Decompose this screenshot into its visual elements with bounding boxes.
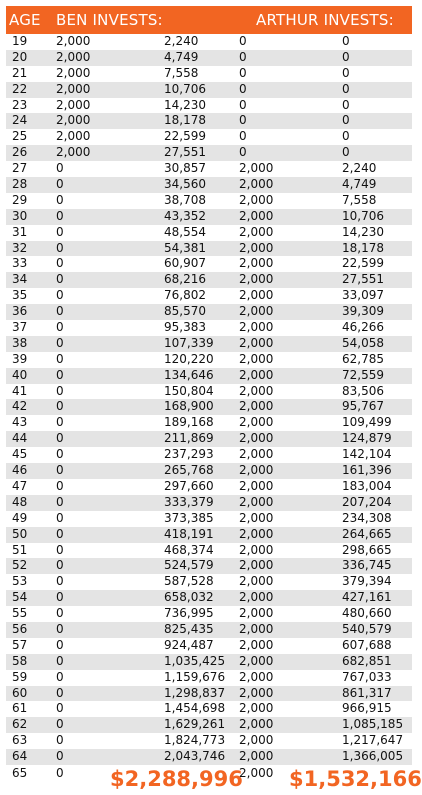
arthur-total-cell: 46,266 — [342, 320, 384, 335]
age-cell: 50 — [12, 526, 28, 541]
age-cell: 63 — [12, 733, 28, 748]
arthur-total-cell: 39,309 — [342, 304, 384, 319]
ben-total-cell: 1,298,837 — [164, 685, 226, 700]
ben-total-cell: 134,646 — [164, 367, 214, 382]
ben-total-cell: 924,487 — [164, 637, 214, 652]
arthur-total-cell: 0 — [342, 97, 350, 112]
arthur-total-cell: 14,230 — [342, 224, 384, 239]
arthur-total-cell: 861,317 — [342, 685, 392, 700]
ben-invest-cell: 0 — [56, 447, 64, 462]
arthur-total-cell: 62,785 — [342, 351, 384, 366]
age-cell: 46 — [12, 463, 28, 478]
table-row — [6, 320, 412, 336]
arthur-invest-cell: 2,000 — [239, 717, 274, 732]
age-cell: 52 — [12, 558, 28, 573]
arthur-invest-cell: 2,000 — [239, 463, 274, 478]
ben-invest-cell: 0 — [56, 765, 64, 780]
arthur-invest-cell: 2,000 — [239, 304, 274, 319]
ben-invest-cell: 0 — [56, 161, 64, 176]
age-cell: 58 — [12, 653, 28, 668]
arthur-total-cell: 161,396 — [342, 463, 392, 478]
arthur-total-cell: 1,217,647 — [342, 733, 404, 748]
arthur-total-cell: 607,688 — [342, 637, 392, 652]
arthur-invest-cell: 2,000 — [239, 177, 274, 192]
table-row — [6, 34, 412, 50]
arthur-invest-cell: 2,000 — [239, 367, 274, 382]
arthur-invest-cell: 2,000 — [239, 256, 274, 271]
arthur-total-cell: 0 — [342, 65, 350, 80]
ben-total-cell: 48,554 — [164, 224, 206, 239]
age-cell: 43 — [12, 415, 28, 430]
age-cell: 25 — [12, 129, 28, 144]
table-row — [6, 399, 412, 415]
ben-total-cell: 120,220 — [164, 351, 214, 366]
ben-invest-cell: 0 — [56, 749, 64, 764]
age-cell: 56 — [12, 621, 28, 636]
ben-invest-cell: 0 — [56, 478, 64, 493]
final-row — [6, 765, 422, 795]
age-cell: 59 — [12, 669, 28, 684]
table-row — [6, 511, 412, 527]
ben-invest-cell: 0 — [56, 335, 64, 350]
arthur-total-cell: 427,161 — [342, 590, 392, 605]
ben-invest-cell: 0 — [56, 717, 64, 732]
age-cell: 57 — [12, 637, 28, 652]
arthur-invest-cell: 2,000 — [239, 208, 274, 223]
arthur-total-cell: 540,579 — [342, 621, 392, 636]
age-cell: 30 — [12, 208, 28, 223]
ben-total-cell: 168,900 — [164, 399, 214, 414]
ben-total-cell: 60,907 — [164, 256, 206, 271]
table-row — [6, 558, 412, 574]
age-cell: 20 — [12, 49, 28, 64]
table-row — [6, 463, 412, 479]
ben-invest-cell: 2,000 — [56, 34, 91, 48]
ben-invest-cell: 0 — [56, 224, 64, 239]
table-row — [6, 66, 412, 82]
ben-total-cell: 14,230 — [164, 97, 206, 112]
ben-total-cell: 150,804 — [164, 383, 214, 398]
arthur-total-cell: 0 — [342, 34, 350, 48]
arthur-invest-cell: 0 — [239, 113, 247, 128]
ben-total-cell: 189,168 — [164, 415, 214, 430]
arthur-total-cell: 72,559 — [342, 367, 384, 382]
arthur-invest-cell: 2,000 — [239, 606, 274, 621]
ben-invest-cell: 0 — [56, 606, 64, 621]
arthur-total-cell: 7,558 — [342, 192, 377, 207]
arthur-invest-cell: 2,000 — [239, 749, 274, 764]
age-cell: 49 — [12, 510, 28, 525]
ben-invest-cell: 0 — [56, 494, 64, 509]
ben-total-cell: 30,857 — [164, 161, 206, 176]
ben-invest-cell: 0 — [56, 288, 64, 303]
arthur-invest-cell: 2,000 — [239, 621, 274, 636]
age-cell: 64 — [12, 749, 28, 764]
ben-total-cell: 76,802 — [164, 288, 206, 303]
arthur-total-cell: 18,178 — [342, 240, 384, 255]
ben-invest-cell: 0 — [56, 304, 64, 319]
ben-invest-cell: 0 — [56, 510, 64, 525]
table-row — [6, 447, 412, 463]
ben-total-cell: 2,043,746 — [164, 749, 226, 764]
arthur-total-cell: 4,749 — [342, 177, 377, 192]
table-row — [6, 574, 412, 590]
ben-invest-cell: 0 — [56, 399, 64, 414]
table-row — [6, 749, 412, 765]
arthur-invest-cell: 0 — [239, 97, 247, 112]
arthur-invest-cell: 2,000 — [239, 320, 274, 335]
arthur-total-cell: 336,745 — [342, 558, 392, 573]
arthur-invest-cell: 0 — [239, 49, 247, 64]
arthur-invest-cell: 2,000 — [239, 399, 274, 414]
table-row — [6, 304, 412, 320]
ben-invest-cell: 0 — [56, 240, 64, 255]
ben-total-cell: 38,708 — [164, 192, 206, 207]
table-row — [6, 670, 412, 686]
age-cell: 27 — [12, 161, 28, 176]
arthur-total-cell: 1,366,005 — [342, 749, 404, 764]
ben-invest-cell: 0 — [56, 320, 64, 335]
ben-invest-cell: 0 — [56, 415, 64, 430]
table-row — [6, 82, 412, 98]
age-cell: 62 — [12, 717, 28, 732]
ben-total-cell: 524,579 — [164, 558, 214, 573]
ben-total-cell: 418,191 — [164, 526, 214, 541]
table-row — [6, 336, 412, 352]
arthur-total-cell: 966,915 — [342, 701, 392, 716]
arthur-invest-cell: 2,000 — [239, 351, 274, 366]
arthur-total-cell: 298,665 — [342, 542, 392, 557]
arthur-invest-cell: 2,000 — [239, 542, 274, 557]
arthur-invest-cell: 0 — [239, 81, 247, 96]
ben-invest-cell: 0 — [56, 367, 64, 382]
ben-invest-cell: 2,000 — [56, 129, 91, 144]
ben-invest-cell: 0 — [56, 574, 64, 589]
age-cell: 35 — [12, 288, 28, 303]
arthur-invest-cell: 2,000 — [239, 590, 274, 605]
arthur-invest-cell: 2,000 — [239, 383, 274, 398]
age-cell: 39 — [12, 351, 28, 366]
ben-total-cell: 1,159,676 — [164, 669, 226, 684]
age-cell: 36 — [12, 304, 28, 319]
age-cell: 28 — [12, 177, 28, 192]
ben-invest-cell: 0 — [56, 701, 64, 716]
table-row — [6, 225, 412, 241]
table-header — [6, 6, 412, 34]
arthur-invest-cell: 2,000 — [239, 272, 274, 287]
ben-total-cell: 2,240 — [164, 34, 199, 48]
table-row — [6, 113, 412, 129]
age-cell: 19 — [12, 34, 28, 48]
arthur-invest-cell: 0 — [239, 145, 247, 160]
arthur-invest-cell: 2,000 — [239, 192, 274, 207]
arthur-total-cell: 0 — [342, 129, 350, 144]
ben-invest-cell: 0 — [56, 542, 64, 557]
ben-total-cell: 18,178 — [164, 113, 206, 128]
ben-invest-cell: 0 — [56, 351, 64, 366]
age-cell: 42 — [12, 399, 28, 414]
ben-total-cell: 333,379 — [164, 494, 214, 509]
header-arthur-invests: ARTHUR INVESTS: — [256, 11, 394, 29]
table-row — [6, 527, 412, 543]
arthur-total-cell: 682,851 — [342, 653, 392, 668]
ben-invest-cell: 0 — [56, 272, 64, 287]
table-row — [6, 686, 412, 702]
ben-total-cell: 7,558 — [164, 65, 199, 80]
ben-total-cell: 587,528 — [164, 574, 214, 589]
table-row — [6, 368, 412, 384]
arthur-total-cell: 0 — [342, 81, 350, 96]
ben-total-cell: 4,749 — [164, 49, 199, 64]
age-cell: 32 — [12, 240, 28, 255]
arthur-total-cell: 0 — [342, 145, 350, 160]
arthur-total-cell: 2,240 — [342, 161, 377, 176]
arthur-invest-cell: 2,000 — [239, 431, 274, 446]
table-row — [6, 606, 412, 622]
ben-invest-cell: 2,000 — [56, 65, 91, 80]
table-row — [6, 384, 412, 400]
ben-total-cell: 68,216 — [164, 272, 206, 287]
arthur-total-cell: 234,308 — [342, 510, 392, 525]
table-row — [6, 241, 412, 257]
ben-invest-cell: 0 — [56, 177, 64, 192]
arthur-total-cell: 264,665 — [342, 526, 392, 541]
arthur-total-cell: 480,660 — [342, 606, 392, 621]
age-cell: 38 — [12, 335, 28, 350]
arthur-invest-cell: 2,000 — [239, 765, 274, 780]
arthur-total-cell: 33,097 — [342, 288, 384, 303]
table-row — [6, 717, 412, 733]
table-row — [6, 98, 412, 114]
ben-total-cell: 1,629,261 — [164, 717, 226, 732]
age-cell: 51 — [12, 542, 28, 557]
ben-total-cell: 297,660 — [164, 478, 214, 493]
ben-invest-cell: 0 — [56, 669, 64, 684]
table-row — [6, 256, 412, 272]
ben-invest-cell: 0 — [56, 558, 64, 573]
ben-invest-cell: 2,000 — [56, 81, 91, 96]
arthur-total-cell: 10,706 — [342, 208, 384, 223]
ben-invest-cell: 0 — [56, 590, 64, 605]
ben-total-cell: 107,339 — [164, 335, 214, 350]
age-cell: 40 — [12, 367, 28, 382]
arthur-invest-cell: 2,000 — [239, 447, 274, 462]
arthur-invest-cell: 2,000 — [239, 478, 274, 493]
ben-invest-cell: 0 — [56, 653, 64, 668]
arthur-total-cell: 124,879 — [342, 431, 392, 446]
ben-total-cell: 10,706 — [164, 81, 206, 96]
table-row — [6, 288, 412, 304]
age-cell: 34 — [12, 272, 28, 287]
arthur-total-cell: 109,499 — [342, 415, 392, 430]
table-row — [6, 161, 412, 177]
arthur-total-cell: 207,204 — [342, 494, 392, 509]
arthur-invest-cell: 2,000 — [239, 574, 274, 589]
arthur-total-cell: 142,104 — [342, 447, 392, 462]
arthur-total-cell: 54,058 — [342, 335, 384, 350]
ben-total-cell: 373,385 — [164, 510, 214, 525]
table-row — [6, 209, 412, 225]
arthur-total-cell: 27,551 — [342, 272, 384, 287]
arthur-invest-cell: 2,000 — [239, 224, 274, 239]
arthur-total-cell: 767,033 — [342, 669, 392, 684]
age-cell: 53 — [12, 574, 28, 589]
table-row — [6, 145, 412, 161]
ben-total-cell: 1,454,698 — [164, 701, 226, 716]
ben-total-cell: 265,768 — [164, 463, 214, 478]
ben-invest-cell: 0 — [56, 621, 64, 636]
ben-invest-cell: 0 — [56, 733, 64, 748]
age-cell: 44 — [12, 431, 28, 446]
table-row — [6, 479, 412, 495]
ben-total-cell: 237,293 — [164, 447, 214, 462]
arthur-invest-cell: 2,000 — [239, 510, 274, 525]
arthur-total-cell: 95,767 — [342, 399, 384, 414]
ben-invest-cell: 0 — [56, 526, 64, 541]
age-cell: 26 — [12, 145, 28, 160]
ben-invest-cell: 2,000 — [56, 113, 91, 128]
arthur-invest-cell: 2,000 — [239, 526, 274, 541]
age-cell: 24 — [12, 113, 28, 128]
arthur-invest-cell: 2,000 — [239, 701, 274, 716]
arthur-invest-cell: 2,000 — [239, 288, 274, 303]
table-row — [6, 622, 412, 638]
age-cell: 60 — [12, 685, 28, 700]
age-cell: 29 — [12, 192, 28, 207]
arthur-invest-cell: 0 — [239, 129, 247, 144]
ben-invest-cell: 2,000 — [56, 49, 91, 64]
age-cell: 21 — [12, 65, 28, 80]
arthur-total-cell: 183,004 — [342, 478, 392, 493]
ben-total-cell: 1,824,773 — [164, 733, 226, 748]
arthur-invest-cell: 2,000 — [239, 733, 274, 748]
header-age: AGE — [9, 11, 41, 29]
age-cell: 37 — [12, 320, 28, 335]
age-cell: 48 — [12, 494, 28, 509]
table-row — [6, 543, 412, 559]
arthur-invest-cell: 2,000 — [239, 335, 274, 350]
arthur-invest-cell: 0 — [239, 65, 247, 80]
ben-total-cell: 1,035,425 — [164, 653, 226, 668]
table-row — [6, 590, 412, 606]
ben-total-cell: 54,381 — [164, 240, 206, 255]
ben-invest-cell: 2,000 — [56, 97, 91, 112]
ben-total-cell: 468,374 — [164, 542, 214, 557]
table-row — [6, 193, 412, 209]
header-ben-invests: BEN INVESTS: — [56, 11, 163, 29]
arthur-invest-cell: 2,000 — [239, 685, 274, 700]
ben-total-cell: 211,869 — [164, 431, 214, 446]
age-cell: 55 — [12, 606, 28, 621]
ben-total-cell: 22,599 — [164, 129, 206, 144]
arthur-invest-cell: 2,000 — [239, 669, 274, 684]
ben-invest-cell: 0 — [56, 431, 64, 446]
arthur-invest-cell: 2,000 — [239, 653, 274, 668]
arthur-invest-cell: 2,000 — [239, 240, 274, 255]
ben-grand-total: $2,288,996 — [110, 766, 243, 791]
table-row — [6, 638, 412, 654]
table-row — [6, 272, 412, 288]
ben-invest-cell: 0 — [56, 256, 64, 271]
ben-total-cell: 27,551 — [164, 145, 206, 160]
ben-total-cell: 736,995 — [164, 606, 214, 621]
age-cell: 61 — [12, 701, 28, 716]
ben-total-cell: 85,570 — [164, 304, 206, 319]
ben-invest-cell: 0 — [56, 192, 64, 207]
table-body — [6, 34, 422, 795]
table-row — [6, 415, 412, 431]
arthur-invest-cell: 2,000 — [239, 161, 274, 176]
table-row — [6, 129, 412, 145]
ben-total-cell: 34,560 — [164, 177, 206, 192]
table-row — [6, 352, 412, 368]
ben-total-cell: 43,352 — [164, 208, 206, 223]
age-cell: 22 — [12, 81, 28, 96]
arthur-total-cell: 0 — [342, 113, 350, 128]
ben-invest-cell: 0 — [56, 208, 64, 223]
age-cell: 45 — [12, 447, 28, 462]
arthur-total-cell: 0 — [342, 49, 350, 64]
ben-total-cell: 95,383 — [164, 320, 206, 335]
arthur-invest-cell: 2,000 — [239, 637, 274, 652]
table-row — [6, 733, 412, 749]
age-cell: 65 — [12, 765, 28, 780]
arthur-total-cell: 1,085,185 — [342, 717, 404, 732]
arthur-total-cell: 83,506 — [342, 383, 384, 398]
arthur-total-cell: 22,599 — [342, 256, 384, 271]
ben-invest-cell: 0 — [56, 383, 64, 398]
ben-invest-cell: 0 — [56, 463, 64, 478]
arthur-invest-cell: 2,000 — [239, 415, 274, 430]
table-row — [6, 50, 412, 66]
arthur-invest-cell: 2,000 — [239, 558, 274, 573]
ben-total-cell: 658,032 — [164, 590, 214, 605]
age-cell: 23 — [12, 97, 28, 112]
age-cell: 31 — [12, 224, 28, 239]
arthur-grand-total: $1,532,166 — [289, 766, 422, 791]
table-row — [6, 495, 412, 511]
ben-invest-cell: 0 — [56, 685, 64, 700]
table-row — [6, 654, 412, 670]
age-cell: 54 — [12, 590, 28, 605]
age-cell: 41 — [12, 383, 28, 398]
arthur-total-cell: 379,394 — [342, 574, 392, 589]
arthur-invest-cell: 2,000 — [239, 494, 274, 509]
ben-total-cell: 825,435 — [164, 621, 214, 636]
table-row — [6, 431, 412, 447]
table-row — [6, 177, 412, 193]
ben-invest-cell: 0 — [56, 637, 64, 652]
table-row — [6, 701, 412, 717]
age-cell: 33 — [12, 256, 28, 271]
ben-invest-cell: 2,000 — [56, 145, 91, 160]
arthur-invest-cell: 0 — [239, 34, 247, 48]
age-cell: 47 — [12, 478, 28, 493]
